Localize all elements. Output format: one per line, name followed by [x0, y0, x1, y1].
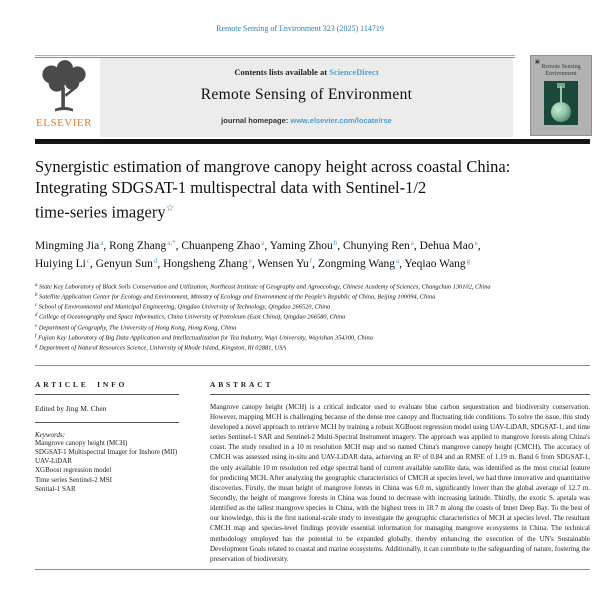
affiliation-list — [35, 282, 525, 354]
keyword: SDGSAT-1 Multispectral Imager for Inshore (MII) — [35, 447, 178, 456]
journal-cover-thumbnail — [530, 55, 592, 136]
article-title-line1: Synergistic estimation of mangrove canopy height across coastal China: — [35, 157, 511, 176]
cover-title-line1: Remote Sensing — [541, 64, 581, 70]
author-affiliation-sup: d — [153, 256, 158, 265]
elsevier-logo — [33, 60, 95, 129]
article-title-line3: time-series imagery — [35, 202, 166, 222]
author-name: Rong Zhang — [109, 239, 167, 252]
author-affiliation-sup: a — [410, 238, 414, 247]
author — [163, 258, 257, 270]
sciencedirect-link[interactable]: ScienceDirect — [329, 67, 379, 77]
author-affiliation-sup: a,* — [167, 238, 176, 247]
author — [343, 240, 420, 252]
author — [270, 240, 343, 252]
author — [420, 240, 481, 252]
elsevier-tree-icon — [37, 60, 91, 116]
affiliation — [35, 333, 525, 343]
author — [404, 258, 470, 270]
author-affiliation-sup: a — [100, 238, 104, 247]
homepage-label: journal homepage: — [221, 116, 291, 125]
journal-header-box — [100, 58, 513, 137]
article-info-rule — [35, 394, 179, 395]
article-title — [35, 156, 590, 223]
elsevier-logo-text: ELSEVIER — [36, 117, 92, 129]
abstract-rule — [210, 394, 590, 395]
journal-citation-link[interactable]: Remote Sensing of Environment 323 (2025) 114719 — [216, 24, 384, 33]
keyword: Time series Sentinel-2 MSI — [35, 475, 112, 484]
affiliation-sup: e — [35, 323, 38, 329]
author-name: Hongsheng Zhang — [163, 257, 248, 270]
author — [109, 240, 181, 252]
author-name: Wensen Yu — [257, 257, 309, 270]
author-affiliation-sup: e — [248, 256, 252, 265]
author-affiliation-sup: f — [309, 256, 313, 265]
affiliation — [35, 323, 525, 333]
keyword: Sential-1 SAR — [35, 485, 76, 494]
keyword-list — [35, 439, 179, 495]
author-affiliation-sup: a — [395, 256, 400, 265]
contents-line — [100, 67, 513, 77]
affiliation — [35, 343, 525, 353]
author-affiliation-sup: a — [261, 238, 265, 247]
affiliation-sup: c — [35, 303, 38, 309]
cover-pendulum-bob — [551, 102, 571, 122]
article-info-heading: ARTICLE INFO — [35, 379, 128, 389]
author — [257, 258, 317, 270]
section-divider — [35, 365, 590, 366]
affiliation-text: College of Oceanography and Space Informatics, China University of Petroleum (East China), Qingdao 266580, China — [37, 313, 346, 321]
keyword: XGBoost regression model — [35, 466, 112, 475]
author — [181, 240, 269, 252]
article-title-line2: Integrating SDGSAT-1 multispectral data with Sentinel-1/2 — [35, 178, 427, 197]
cover-art-pendulum — [544, 81, 578, 125]
affiliation-text: School of Environmental and Municipal Engineering, Qingdao University of Technology, Qingdao 266520, China — [37, 303, 331, 311]
author-affiliation-sup: c — [86, 256, 90, 265]
article-info-column — [35, 380, 179, 565]
author-name: Yeqiao Wang — [404, 257, 466, 270]
affiliation — [35, 302, 525, 312]
journal-title: Remote Sensing of Environment — [200, 86, 413, 103]
abstract-text: Mangrove canopy height (MCH) is a critical indicator used to evaluate blue carbon sequestration and biodiversity conservation. However, mapping MCH is challenging because of the dense tree canopy and fluctuating tide conditions. To solve the issue, this study developed a novel approach to retrieve MCH by training a robust XGBoost regression model using UAV-LiDAR, SDGSAT-1, and time series Sentinel-1 SAR and Sentinel-2 Multi-Spectral Instrument imagery. The approach was applied to mangrove forests along China's coast. The study resulted in a 10 m resolution MCH map and so named China's mangrove canopy height (CMCH). The accuracy of CMCH was assessed using in-situ and UAV-LiDAR data, achieving an R² of 0.84 and an RMSE of 1.19 m. Band 6 from SDGSAT-1, the only available 10 m resolution red edge spectral band of current available satellite data, was identified as the most crucial feature for predicting MCH. After analyzing the geographic characteristics of CMCH at species level, we had three innovative and quantitative discoveries. Firstly, the mean height of mangrove forests in China was 6.0 m, significantly lower than the global average of 12.7 m. Secondly, the height of mangrove forests in China was found to decrease with increasing latitude. Thirdly, the exotic S. apetala was identified as the tallest mangrove species in China, with the highest trees in 18.7 m along the coasts of Inner Deep Bay. To the best of our knowledge, this is the first national-scale study to investigate the geographic characteristics of MCH at species level. The resultant CMCH map and species-level findings provide essential information for managing mangrove ecosystems in China. The technical methodology employed has the potential to be expanded globally, thereby enhancing the execution of the UN's Sustainable Development Goals related to coastal and marine ecosystems. Additionally, it can contribute to the safeguarding of nature, fostering the preservation of biodiversity. — [210, 402, 590, 563]
affiliation-sup: d — [35, 313, 38, 319]
author-name: Genyun Sun — [95, 257, 153, 270]
header-black-bar — [35, 139, 590, 144]
affiliation — [35, 292, 525, 302]
keyword: Mangrove canopy height (MCH) — [35, 438, 128, 447]
article-content — [35, 156, 590, 570]
author — [35, 258, 96, 270]
cover-publisher-mark: ▣ — [535, 60, 540, 65]
journal-homepage-link[interactable]: www.elsevier.com/locate/rse — [290, 116, 392, 125]
author-name: Zongming Wang — [317, 257, 395, 270]
cover-title-line2: Environment — [545, 70, 577, 77]
affiliation-text: Fujian Key Laboratory of Big Data Application and Intellectualization for Tea Industry, Wuyi University, Wuyishan 354300, China — [36, 334, 373, 342]
author-affiliation-sup: g — [466, 256, 471, 265]
affiliation-text: Department of Geography, The University of Hong Kong, Hong Kong, China — [37, 324, 237, 332]
author-name: Chunying Ren — [343, 239, 410, 252]
edited-by: Edited by Jing M. Chen — [35, 403, 107, 413]
affiliation — [35, 282, 525, 292]
edited-by-rule — [35, 422, 179, 423]
affiliation-sup: g — [35, 344, 38, 350]
author — [96, 258, 163, 270]
affiliation-sup: a — [35, 282, 38, 288]
author — [35, 240, 109, 252]
author-name: Mingming Jia — [35, 239, 100, 252]
author-affiliation-sup: a — [474, 238, 478, 247]
abstract-column — [210, 380, 590, 565]
contents-line-text: Contents lists available at — [234, 67, 330, 77]
author — [318, 258, 405, 270]
affiliation-text: State Key Laboratory of Black Soils Conservation and Utilization, Northeast Institute of Geography and Agroecology, Chinese Academy of Sciences, Changchun 130102, China — [37, 283, 491, 290]
affiliation-sup: f — [35, 333, 37, 339]
bottom-divider — [35, 569, 590, 570]
affiliation-sup: b — [35, 292, 38, 298]
cover-title — [531, 64, 591, 77]
info-abstract-columns — [35, 380, 590, 565]
author-list — [35, 236, 535, 272]
keywords-label: Keywords: — [35, 430, 66, 439]
homepage-line — [100, 116, 513, 125]
abstract-heading: ABSTRACT — [210, 379, 274, 389]
column-gap — [179, 380, 210, 565]
affiliation-text: Department of Natural Resources Science, University of Rhode Island, Kingston, RI 02881, USA — [37, 344, 287, 352]
author-name: Dehua Mao — [419, 239, 474, 252]
affiliation — [35, 312, 525, 322]
author-name: Chuanpeng Zhao — [181, 239, 261, 252]
author-affiliation-sup: b — [333, 238, 338, 247]
keyword: UAV-LiDAR — [35, 457, 72, 466]
title-footnote-mark: ☆ — [165, 203, 175, 214]
author-name: Yaming Zhou — [269, 239, 333, 252]
author-name: Huiying Li — [35, 257, 86, 270]
affiliation-text: Satellite Application Center for Ecology and Environment, Ministry of Ecology and Environment of the People's Republic of China, Beijing 100094, China — [37, 293, 436, 301]
